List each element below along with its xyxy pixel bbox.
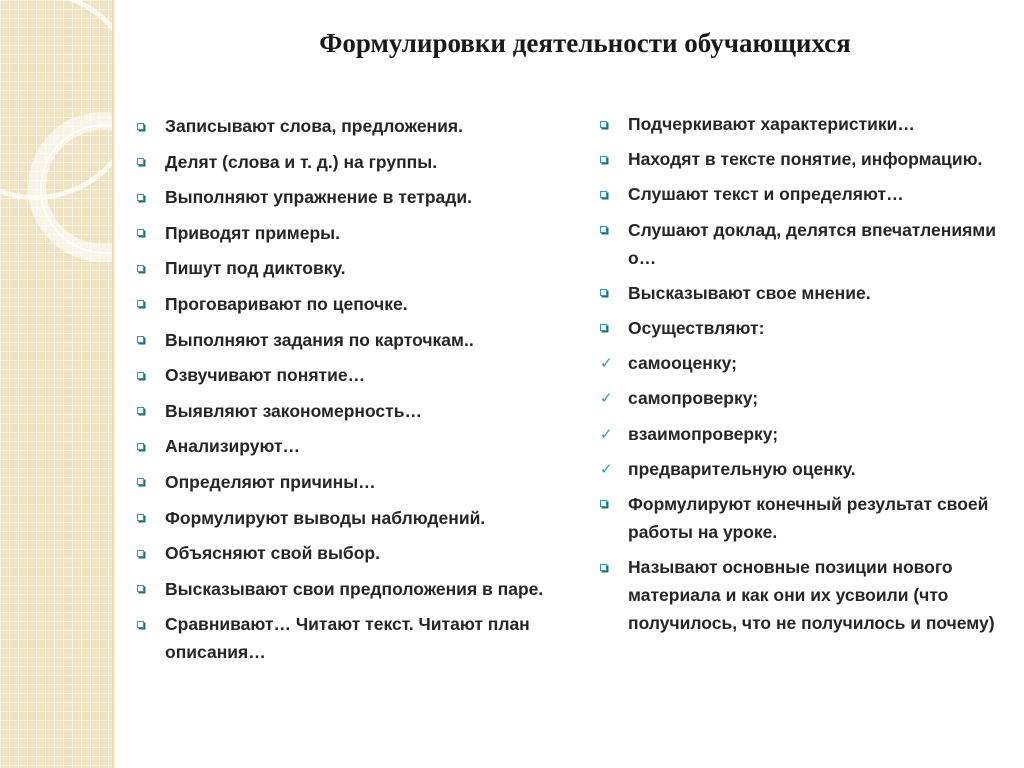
square-bullet-icon: [137, 575, 157, 603]
list-item: [135, 254, 605, 282]
square-bullet-icon: [600, 216, 620, 244]
list-item-text: Находят в тексте понятие, информацию.: [628, 149, 983, 170]
list-item: [598, 145, 998, 173]
slide-title: Формулировки деятельности обучающихся: [319, 28, 851, 58]
square-bullet-icon: [137, 290, 157, 318]
list-item: [598, 110, 998, 138]
list-item-text: Анализируют…: [165, 436, 301, 457]
list-item-text: Формулируют конечный результат своей работы на уроке.: [628, 493, 989, 542]
list-item-text: Высказывают свои предположения в паре.: [165, 578, 544, 599]
list-item-text: самопроверку;: [628, 388, 759, 409]
list-item: [598, 553, 998, 637]
checkmark-icon: ✓: [600, 424, 613, 443]
list-item-text: Озвучивают понятие…: [165, 365, 366, 386]
list-item: [135, 290, 605, 318]
list-item: [598, 420, 998, 448]
list-item-text: Записывают слова, предложения.: [165, 116, 463, 136]
list-item: [598, 384, 998, 412]
list-item: [598, 490, 998, 546]
square-bullet-icon: [137, 326, 157, 354]
list-item-text: Называют основные позиции нового материала и как они их усвоили (что получилось, что не получилось и почему): [628, 557, 995, 634]
list-item-text: Определяют причины…: [165, 471, 376, 492]
list-item-text: Делят (слова и т. д.) на группы.: [165, 151, 438, 172]
list-item: [598, 314, 998, 342]
left-activity-list: [135, 112, 605, 674]
list-item-text: Подчеркивают характеристики…: [628, 114, 915, 134]
square-bullet-icon: [137, 361, 157, 389]
square-bullet-icon: [137, 148, 157, 176]
list-item: [135, 148, 605, 176]
list-item: [598, 455, 998, 483]
list-item: [135, 326, 605, 354]
square-bullet-icon: [137, 432, 157, 460]
list-item-text: Приводят примеры.: [165, 222, 340, 243]
checkmark-icon: ✓: [600, 354, 613, 373]
list-item: [598, 180, 998, 208]
square-bullet-icon: [137, 468, 157, 496]
list-item: [135, 539, 605, 567]
square-bullet-icon: [137, 219, 157, 247]
decorative-side-band: [0, 0, 112, 768]
list-item: [135, 219, 605, 247]
checkmark-icon: ✓: [600, 459, 613, 478]
square-bullet-icon: [137, 610, 157, 638]
square-bullet-icon: [600, 553, 620, 581]
list-item-text: предварительную оценку.: [628, 458, 856, 479]
list-item-text: Выявляют закономерность…: [165, 400, 422, 421]
list-item: [135, 112, 605, 140]
square-bullet-icon: [600, 279, 620, 307]
right-activity-list: [598, 110, 998, 644]
square-bullet-icon: [600, 180, 620, 208]
list-item-text: Сравнивают… Читают текст. Читают план описания…: [165, 614, 530, 663]
square-bullet-icon: [137, 504, 157, 532]
checkmark-icon: ✓: [600, 389, 613, 408]
list-item: [135, 432, 605, 460]
list-item-text: Осуществляют:: [628, 317, 765, 338]
list-item: [598, 349, 998, 377]
list-item: [135, 610, 605, 666]
side-band-edge: [112, 0, 115, 768]
square-bullet-icon: [600, 110, 620, 138]
list-item: [598, 216, 998, 272]
list-item-text: Выполняют задания по карточкам..: [165, 329, 474, 350]
list-item: [135, 183, 605, 211]
list-item: [135, 575, 605, 603]
list-item-text: Формулируют выводы наблюдений.: [165, 507, 486, 528]
list-item-text: Слушают доклад, делятся впечатлениями о…: [628, 219, 997, 268]
list-item: [598, 279, 998, 307]
square-bullet-icon: [137, 254, 157, 282]
list-item-text: взаимопроверку;: [628, 423, 779, 444]
list-item-text: самооценку;: [628, 353, 737, 374]
list-item-text: Выполняют упражнение в тетради.: [165, 187, 473, 208]
square-bullet-icon: [137, 183, 157, 211]
list-item: [135, 397, 605, 425]
square-bullet-icon: [137, 112, 157, 140]
square-bullet-icon: [600, 490, 620, 518]
square-bullet-icon: [600, 145, 620, 173]
square-bullet-icon: [600, 314, 620, 342]
list-item: [135, 468, 605, 496]
list-item: [135, 504, 605, 532]
list-item-text: Объясняют свой выбор.: [165, 543, 380, 564]
list-item-text: Слушают текст и определяют…: [628, 184, 904, 205]
square-bullet-icon: [137, 397, 157, 425]
list-item: [135, 361, 605, 389]
list-item-text: Высказывают свое мнение.: [628, 282, 871, 303]
list-item-text: Пишут под диктовку.: [165, 258, 346, 279]
list-item-text: Проговаривают по цепочке.: [165, 293, 408, 314]
square-bullet-icon: [137, 539, 157, 567]
